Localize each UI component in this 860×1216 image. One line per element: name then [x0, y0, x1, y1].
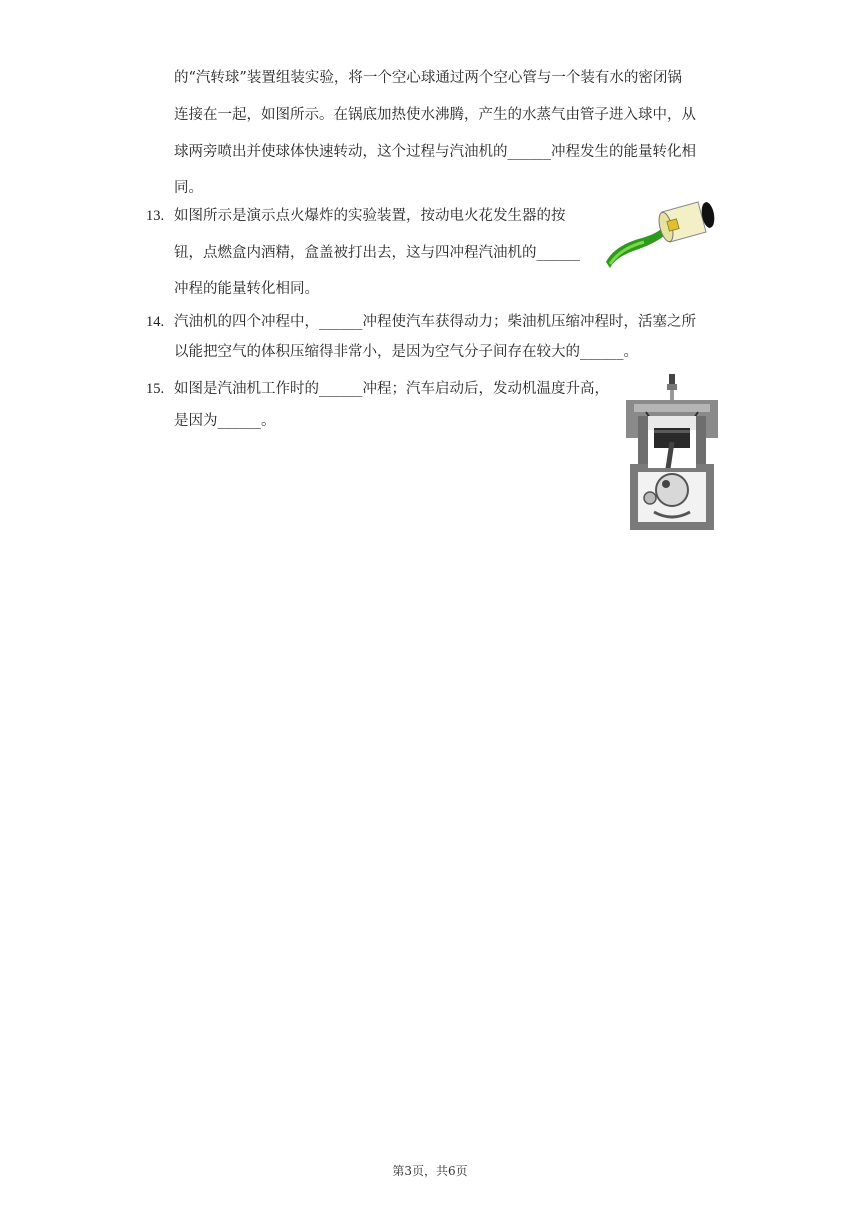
- spark-ignition-apparatus-icon: [600, 198, 718, 270]
- q12-line-1: 的“汽转球”装置组装实验，将一个空心球通过两个空心管与一个装有水的密闭锅: [174, 70, 682, 86]
- q14-line-2: 以能把空气的体积压缩得非常小，是因为空气分子间存在较大的______。: [174, 344, 638, 360]
- q14-number: 14.: [146, 314, 165, 330]
- q15-line-2: 是因为______。: [174, 413, 276, 429]
- q12-line-3: 球两旁喷出并使球体快速转动，这个过程与汽油机的______冲程发生的能量转化相: [174, 144, 696, 160]
- q15-line-1: 如图是汽油机工作时的______冲程；汽车启动后，发动机温度升高，: [174, 381, 609, 397]
- q13-line-1: 如图所示是演示点火爆炸的实验装置，按动电火花发生器的按: [174, 208, 566, 224]
- engine-cylinder-icon: [624, 372, 720, 532]
- q13-number: 13.: [146, 208, 165, 224]
- q12-line-4: 同。: [174, 180, 203, 196]
- q15-number: 15.: [146, 381, 165, 397]
- q13-line-3: 冲程的能量转化相同。: [174, 281, 319, 297]
- q12-line-2: 连接在一起，如图所示。在锅底加热使水沸腾，产生的水蒸气由管子进入球中，从: [174, 107, 696, 123]
- q14-line-1: 汽油机的四个冲程中，______冲程使汽车获得动力；柴油机压缩冲程时，活塞之所: [174, 314, 696, 330]
- q13-line-2: 钮，点燃盒内酒精，盒盖被打出去，这与四冲程汽油机的______: [174, 245, 580, 261]
- page-footer: 第3页，共6页: [392, 1164, 468, 1178]
